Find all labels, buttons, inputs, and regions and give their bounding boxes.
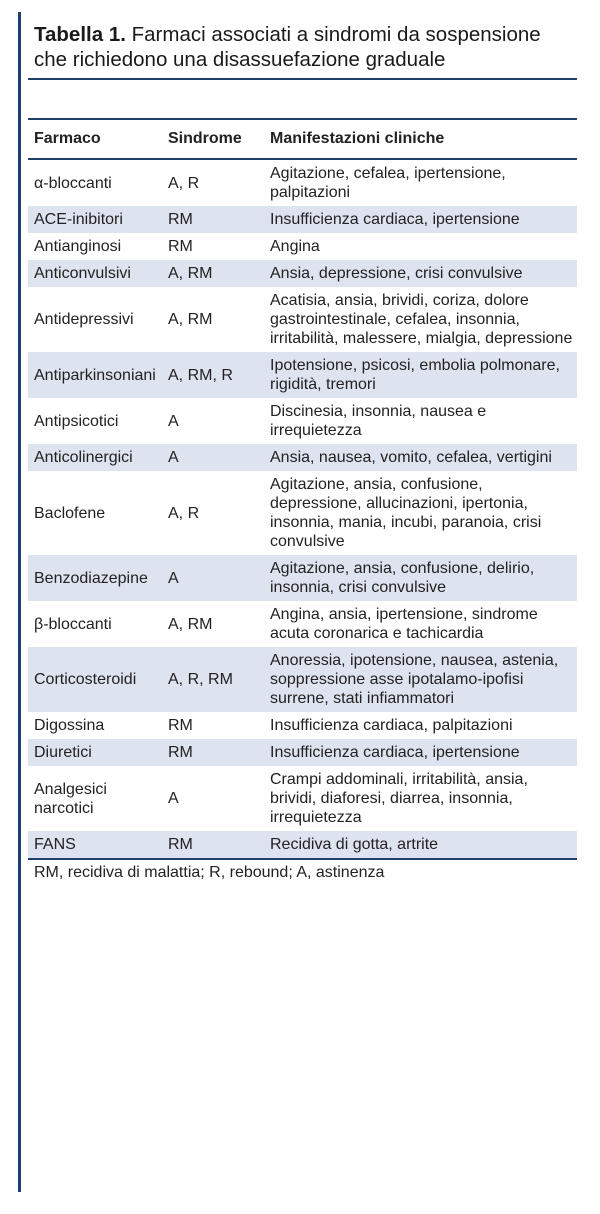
table-row — [28, 287, 577, 352]
table-row — [28, 352, 577, 398]
syndrome-cell: A, RM — [164, 260, 264, 287]
manifestations-cell: Ipotensione, psicosi, embolia polmonare, rigidità, tremori — [264, 352, 577, 398]
syndrome-cell: A, R, RM — [164, 647, 264, 712]
left-accent-bar — [18, 12, 21, 1192]
table-row — [28, 739, 577, 766]
drug-cell: α-bloccanti — [34, 174, 112, 192]
table-row — [28, 444, 577, 471]
syndrome-cell: A, R — [168, 504, 200, 522]
manifestations-cell: Acatisia, ansia, brividi, coriza, dolore gastrointestinale, cefalea, insonnia, irritabilità, malessere, mialgia, depressione — [270, 292, 573, 347]
syndrome-cell: RM — [164, 831, 264, 858]
manifestations-cell: Agitazione, cefalea, ipertensione, palpitazioni — [270, 165, 506, 201]
manifestations-cell: Angina, ansia, ipertensione, sindrome acuta coronarica e tachicardia — [270, 606, 538, 642]
drug-cell: Antianginosi — [34, 238, 122, 255]
header-row — [28, 119, 577, 159]
drug-cell: Corticosteroidi — [28, 647, 164, 712]
syndrome-cell: RM — [168, 717, 193, 734]
drug-cell: ACE-inibitori — [28, 206, 164, 233]
syndrome-cell: A, RM, R — [164, 352, 264, 398]
syndrome-cell: A — [164, 444, 264, 471]
title-divider — [28, 78, 577, 80]
manifestations-cell: Discinesia, insonnia, nausea e irrequietezza — [270, 403, 487, 439]
table-row — [28, 766, 577, 831]
table-footnote: RM, recidiva di malattia; R, rebound; A, astinenza — [34, 864, 385, 881]
syndrome-cell: RM — [164, 206, 264, 233]
drug-cell: Anticolinergici — [28, 444, 164, 471]
manifestations-cell: Anoressia, ipotensione, nausea, astenia, soppressione asse ipotalamo-ipofisi surrene, stati infiammatori — [264, 647, 577, 712]
manifestations-cell: Insufficienza cardiaca, palpitazioni — [270, 717, 513, 734]
table-row — [28, 647, 577, 712]
manifestations-cell: Agitazione, ansia, confusione, delirio, insonnia, crisi convulsive — [264, 555, 577, 601]
drug-cell: Baclofene — [34, 504, 106, 522]
drug-cell: Anticonvulsivi — [28, 260, 164, 287]
table-row — [28, 206, 577, 233]
table-row — [28, 831, 577, 858]
table-row — [28, 260, 577, 287]
manifestations-cell: Agitazione, ansia, confusione, depressione, allucinazioni, ipertonia, insonnia, mania, incubi, paranoia, crisi convulsive — [270, 476, 542, 550]
footnote-divider — [28, 858, 577, 860]
drug-cell: β-bloccanti — [34, 615, 112, 633]
drug-cell: Digossina — [34, 717, 105, 734]
title-text-line2: che richiedono una disassuefazione graduale — [34, 48, 446, 71]
title-text-line1: Farmaci associati a sindromi da sospensione — [125, 23, 541, 46]
drug-cell: Antiparkinsoniani — [28, 352, 164, 398]
manifestations-cell: Angina — [270, 238, 320, 255]
table-title — [34, 22, 574, 72]
drug-cell: Analgesici narcotici — [34, 780, 107, 817]
table-row — [28, 601, 577, 647]
header-manifestazioni: Manifestazioni cliniche — [264, 119, 577, 159]
table-row — [28, 398, 577, 444]
syndrome-cell: A, R — [168, 174, 200, 192]
table-number: Tabella 1. — [34, 23, 126, 46]
header-farmaco: Farmaco — [28, 119, 164, 159]
manifestations-cell: Insufficienza cardiaca, ipertensione — [264, 206, 577, 233]
syndrome-cell: A — [164, 555, 264, 601]
drug-cell: FANS — [28, 831, 164, 858]
drug-cell: Diuretici — [28, 739, 164, 766]
manifestations-cell: Ansia, depressione, crisi convulsive — [264, 260, 577, 287]
manifestations-cell: Ansia, nausea, vomito, cefalea, vertigini — [264, 444, 577, 471]
drug-cell: Benzodiazepine — [28, 555, 164, 601]
syndrome-cell: A — [168, 412, 179, 430]
manifestations-cell: Recidiva di gotta, artrite — [264, 831, 577, 858]
table-row — [28, 159, 577, 206]
header-sindrome: Sindrome — [164, 119, 264, 159]
manifestations-cell: Insufficienza cardiaca, ipertensione — [264, 739, 577, 766]
withdrawal-table — [28, 118, 577, 858]
drug-cell: Antipsicotici — [34, 412, 119, 430]
manifestations-cell: Crampi addominali, irritabilità, ansia, brividi, diaforesi, diarrea, insonnia, irrequietezza — [270, 771, 528, 826]
syndrome-cell: A, RM — [168, 311, 213, 328]
table-row — [28, 471, 577, 555]
drug-cell: Antidepressivi — [34, 311, 134, 328]
table-row — [28, 555, 577, 601]
syndrome-cell: RM — [164, 739, 264, 766]
syndrome-cell: RM — [168, 238, 193, 255]
table-row — [28, 233, 577, 260]
syndrome-cell: A — [168, 790, 179, 807]
syndrome-cell: A, RM — [168, 615, 213, 633]
table-row — [28, 712, 577, 739]
